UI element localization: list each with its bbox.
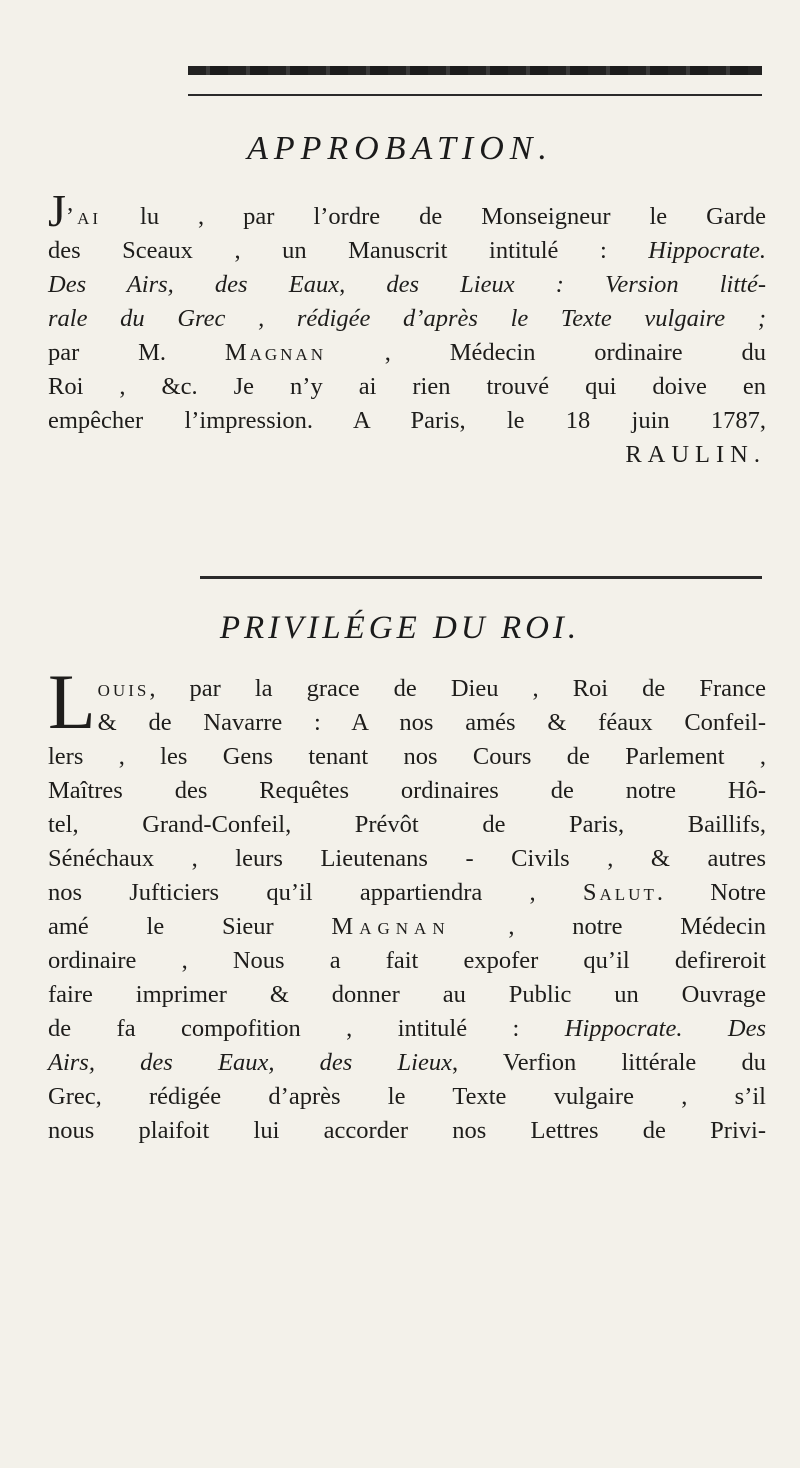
privilege-line-8: amé le Sieur Magnan , notre Médecin	[48, 913, 766, 940]
approbation-line-7: empêcher l’impression. A Paris, le 18 juin 1787,	[48, 407, 766, 434]
privilege-line-9: ordinaire , Nous a fait expofer qu’il defireroit	[48, 947, 766, 974]
drop-cap-letter: L	[48, 658, 96, 745]
privilege-line-3: lers , les Gens tenant nos Cours de Parlement ,	[48, 743, 766, 770]
approbation-line-2: des Sceaux , un Manuscrit intitulé : Hippocrate.	[48, 237, 766, 264]
privilege-line-14: nous plaifoit lui accorder nos Lettres de Privi-	[48, 1117, 766, 1144]
top-ornamental-rule	[188, 66, 762, 75]
privilege-line-5: tel, Grand-Confeil, Prévôt de Paris, Baillifs,	[48, 811, 766, 838]
privilege-line-2: & de Navarre : A nos amés & féaux Confeil-	[97, 709, 766, 736]
privilege-line-11: de fa compofition , intitulé : Hippocrate. Des	[48, 1015, 766, 1042]
approbation-line-4: rale du Grec , rédigée d’après le Texte vulgaire ;	[48, 305, 766, 332]
approbation-signature: RAULIN.	[625, 441, 766, 468]
privilege-text	[48, 658, 766, 1148]
privilege-line-1: Louis, par la grace de Dieu , Roi de France	[48, 658, 766, 745]
approbation-line-3: Des Airs, des Eaux, des Lieux : Version litté-	[48, 271, 766, 298]
approbation-title: APPROBATION.	[247, 130, 553, 167]
privilege-title: PRIVILÉGE DU ROI.	[219, 610, 581, 646]
privilege-line-13: Grec, rédigée d’après le Texte vulgaire , s’il	[48, 1083, 766, 1110]
privilege-line-4: Maîtres des Requêtes ordinaires de notre Hô-	[48, 777, 766, 804]
privilege-line-7: nos Jufticiers qu’il appartiendra , Salut. Notre	[48, 879, 766, 906]
approbation-text	[48, 185, 766, 472]
privilege-line-12: Airs, des Eaux, des Lieux, Verfion littérale du	[48, 1049, 766, 1076]
section-divider-rule	[200, 576, 762, 579]
approbation-line-1: J’ai lu , par l’ordre de Monseigneur le Garde	[48, 185, 766, 236]
approbation-line-5: par M. Magnan , Médecin ordinaire du	[48, 339, 766, 366]
approbation-line-6: Roi , &c. Je n’y ai rien trouvé qui doive en	[48, 373, 766, 400]
privilege-line-10: faire imprimer & donner au Public un Ouvrage	[48, 981, 766, 1008]
top-thin-rule	[188, 94, 762, 96]
privilege-line-6: Sénéchaux , leurs Lieutenans - Civils , & autres	[48, 845, 766, 872]
